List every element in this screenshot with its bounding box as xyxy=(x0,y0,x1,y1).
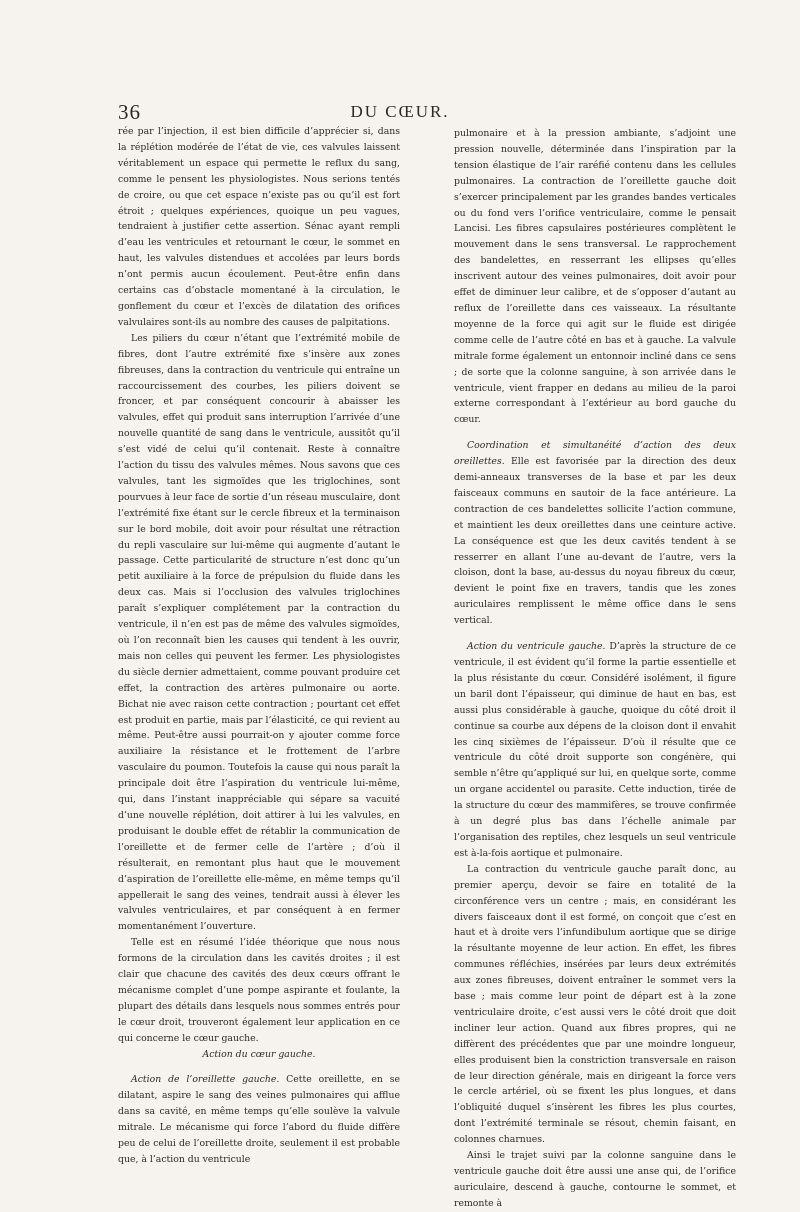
paragraph-label: Action du ventricule gauche. xyxy=(467,641,606,653)
spacer xyxy=(118,1062,400,1072)
right-column xyxy=(454,126,736,1212)
paragraph-text: Cette oreillette, en se dilatant, aspire le sang des veines pulmonaires qui afflue dans sa cavité, en même temps qu’elle soulève la valvule mitrale. Le mécanisme qui force l’abord du fluide diffère peu de celui de l’oreillette droite, seulement il est probable que, à l’action du ventricule xyxy=(118,1074,400,1165)
paragraph xyxy=(454,438,736,629)
spacer xyxy=(454,428,736,438)
paragraph xyxy=(118,1072,400,1167)
paragraph: Telle est en résumé l’idée théorique que nous nous formons de la circulation dans les cavités droites ; il est clair que chacune des cavités des deux cœurs offrant le mécanisme complet d’une pompe aspirante et foulante, la plupart des détails dans lesquels nous sommes entrés pour le cœur droit, trouveront également leur application en ce qui concerne le cœur gauche. xyxy=(118,937,400,1044)
paragraph: rée par l’injection, il est bien difficile d’apprécier si, dans la réplétion modérée de l’état de vie, ces valvules laissent véritablement un espace qui permette le reflux du sang, comme le pensent les physiologistes. Nous serions tentés de croire, ou que cet espace n’existe pas ou qu’il est fort étroit ; quelques expériences, quoique un peu vagues, tendraient à justifier cette assertion. Sénac ayant rempli d’eau les ventricules et retournant le cœur, le sommet en haut, les valvules distendues et accolées par leurs bords n’ont permis aucun écoulement. Peut-être enfin dans certains cas d’obstacle momentané à la circulation, le gonflement du cœur et l’excès de dilatation des orifices valvulaires sont-ils au nombre des causes de palpitations. xyxy=(118,126,400,328)
paragraph-text: Elle est favorisée par la direction des deux demi-anneaux transverses de la base et par les deux faisceaux communs en sautoir de la face antérieure. La contraction de ces bandelettes sollicite l’action commune, et maintient les deux oreillettes dans une ceinture active. La conséquence est que les deux cavités tendent à se resserrer en allant l’une au-devant de l’autre, vers la cloison, dont la base, au-dessus du noyau fibreux du cœur, devient le point fixe en travers, tandis que les zones auriculaires remplissent le même office dans le sens vertical. xyxy=(454,456,736,627)
paragraph: Ainsi le trajet suivi par la colonne sanguine dans le ventricule gauche doit être aussi une anse qui, de l’orifice auriculaire, descend à gauche, contourne le sommet, et remonte à xyxy=(454,1150,736,1209)
page-number: 36 xyxy=(118,100,141,124)
paragraph xyxy=(454,639,736,862)
paragraph: pulmonaire et à la pression ambiante, s’adjoint une pression nouvelle, déterminée dans l’inspiration par la tension élastique de l’air raréfié contenu dans les cellules pulmonaires. La contraction de l’oreillette gauche doit s’exercer principalement par les grandes bandes verticales ou du fond vers l’orifice ventriculaire, comme le pensait Lancisi. Les fibres capsulaires postérieures complètent le mouvement dans le sens transversal. Le rapprochement des bandelettes, en resserrant les ellipses qu’elles inscrivent autour des veines pulmonaires, doit avoir pour effet de diminuer leur calibre, et de s’opposer d’autant au reflux de l’oreillette dans ces vaisseaux. La résultante moyenne de la force qui agit sur le fluide est dirigée comme celle de l’autre côté en bas et à gauche. La valvule mitrale forme également un entonnoir incliné dans ce sens ; de sorte que la colonne sanguine, à son arrivée dans le ventricule, vient frapper en dedans au milieu de la paroi externe correspondant à l’extérieur au bord gauche du cœur. xyxy=(454,128,736,426)
paragraph: La contraction du ventricule gauche paraît donc, au premier aperçu, devoir se faire en totalité de la circonférence vers un centre ; mais, en considérant les divers faisceaux dont il est formé, on conçoit que c’est en haut et à droite vers l’infundibulum aortique que se dirige la résultante moyenne de leur action. En effet, les fibres communes réfléchies, insérées par leurs deux extrémités aux zones fibreuses, doivent entraîner le sommet vers la base ; mais comme leur point de départ est à la zone ventriculaire droite, c’est aussi vers le côté droit que doit incliner leur action. Quand aux fibres propres, qui ne diffèrent des précédentes que par une moindre longueur, elles produisent bien la constriction transversale en raison de leur direction générale, mais en dirigeant la force vers le cercle artériel, où se fixent les plus longues, et dans l’obliquité duquel s’insèrent les fibres les plus courtes, dont l’extrémité terminale se résout, chemin faisant, en colonnes charnues. xyxy=(454,863,736,1146)
spacer xyxy=(454,629,736,639)
running-title: DU CŒUR. xyxy=(350,102,450,121)
paragraph-label: Action de l’oreillette gauche. xyxy=(131,1074,280,1086)
left-column xyxy=(118,124,400,1168)
section-heading: Action du cœur gauche. xyxy=(202,1048,316,1060)
paragraph: Les piliers du cœur n’étant que l’extrémité mobile de fibres, dont l’autre extrémité fixe s’insère aux zones fibreuses, dans la contraction du ventricule qui entraîne un raccourcissement des courbes, les piliers doivent se froncer, et par conséquent concourir à abaisser les valvules, effet qui produit sans interruption l’arrivée d’une nouvelle quantité de sang dans le ventricule, aussitôt qu’il s’est vidé de celui qu’il contenait. Reste à connaître l’action du tissu des valvules mêmes. Nous savons que ces valvules, tant les sigmoïdes que les triglochines, sont pourvues à leur face de sortie d’un réseau musculaire, dont l’extrémité fixe étant sur le cercle fibreux et la terminaison sur le bord mobile, doit avoir pour résultat une rétraction du repli vasculaire sur lui-même qui augmente d’autant le passage. Cette particularité de structure n’est donc qu’un petit auxiliaire à la force de prépulsion du fluide dans les deux cas. Mais si l’occlusion des valvules triglochines paraît s’expliquer complétement par la contraction du ventricule, il n’en est pas de même des valvules sigmoïdes, où l’on reconnaît bien les causes qui tendent à les ouvrir, mais non celles qui peuvent les fermer. Les physiologistes du siècle dernier admettaient, comme pouvant produire cet effet, la contraction des artères pulmonaire ou aorte. Bichat nie avec raison cette contraction ; pourtant cet effet est produit en partie, mais par l’élasticité, ce qui revient au même. Peut-être aussi pourrait-on y ajouter comme force auxiliaire la résistance et le frottement de l’arbre vasculaire du poumon. Toutefois la cause qui nous paraît la principale doit être l’aspiration du ventricule lui-même, qui, dans l’instant inappréciable qui sépare sa vacuité d’une nouvelle réplétion, doit attirer à lui les valvules, en produisant le double effet de rétablir la communication de l’oreillette et de fermer celle de l’artère ; d’où il résulterait, en remontant plus haut que le mouvement d’aspiration de l’oreillette elle-même, en même temps qu’il appellerait le sang des veines, tendrait aussi à élever les valvules ventriculaires, et par conséquent à en fermer momentanément l’ouverture. xyxy=(118,332,400,933)
paragraph-label: Coordination et simultanéité d’action des deux oreillettes. xyxy=(454,440,736,468)
paragraph-text: D’après la structure de ce ventricule, il est évident qu’il forme la partie essentielle et la plus résistante du cœur. Considéré isolément, il figure un baril dont l’épaisseur, qui diminue de haut en bas, est aussi plus considérable à gauche, quoique du côté droit il continue sa courbe aux dépens de la cloison dont il envahit les cinq sixièmes de l’épaisseur. D’où il résulte que ce ventricule du côté droit supporte son congénère, qui semble n’être qu’appliqué sur lui, en quelque sorte, comme un organe accidentel ou parasite. Cette induction, tirée de la structure du cœur des mammifères, se trouve confirmée à un degré plus bas dans l’échelle animale par l’organisation des reptiles, chez lesquels un seul ventricule est à-la-fois aortique et pulmonaire. xyxy=(454,641,736,859)
